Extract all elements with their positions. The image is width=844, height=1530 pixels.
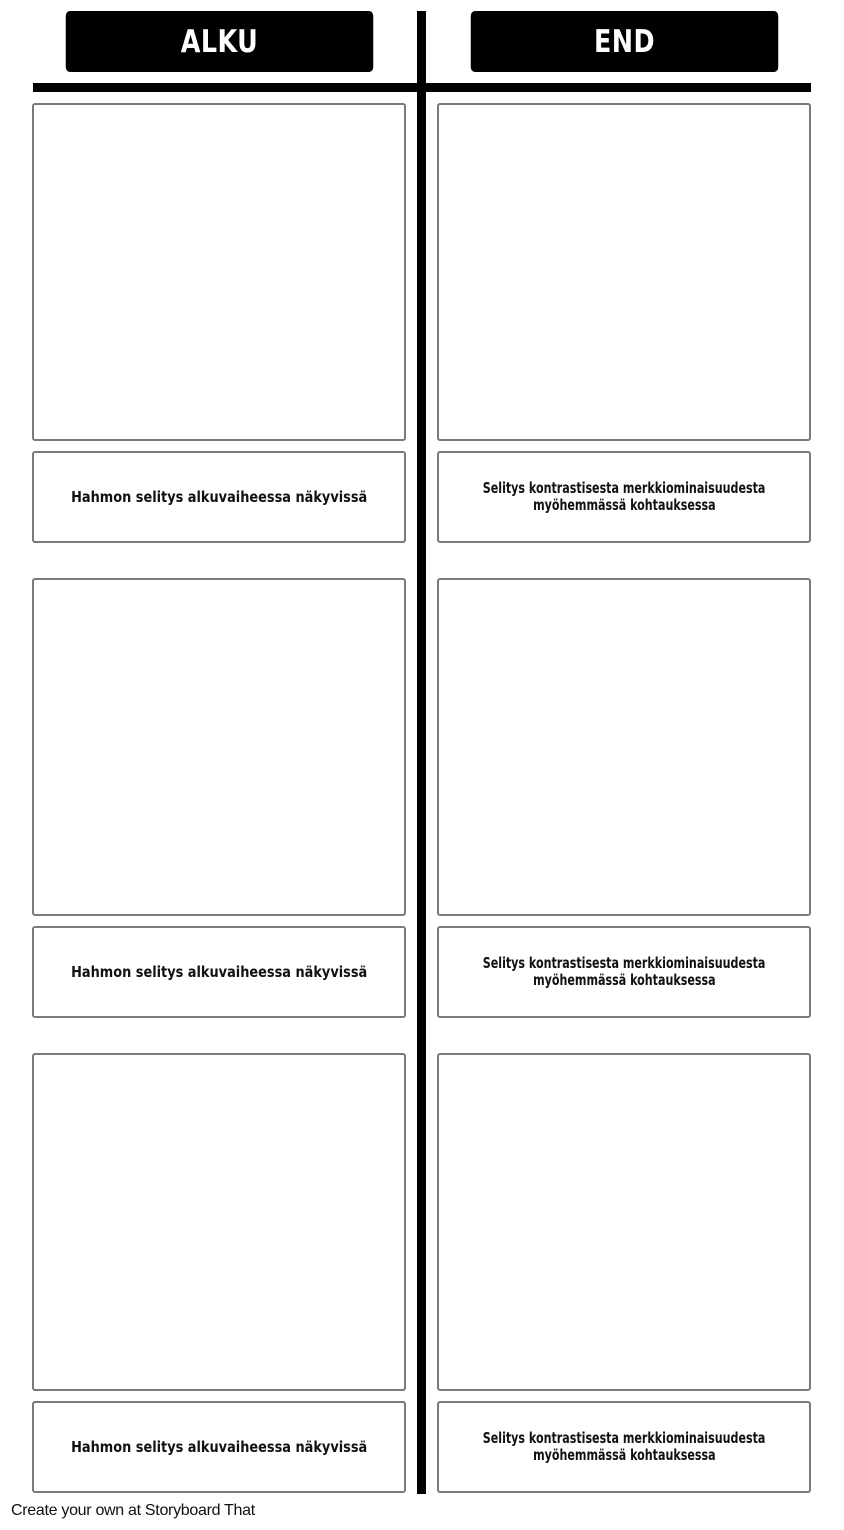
description-text: Hahmon selitys alkuvaiheessa näkyvissä xyxy=(70,962,368,981)
column-header-end xyxy=(471,11,779,72)
description-box-start-3[interactable] xyxy=(32,1401,406,1493)
description-text-block xyxy=(460,480,789,514)
description-box-end-1[interactable] xyxy=(437,451,811,543)
column-header-start xyxy=(66,11,374,72)
column-header-start-label: ALKU xyxy=(180,23,259,60)
description-box-end-2[interactable] xyxy=(437,926,811,1018)
description-text-line: Selitys kontrastisesta merkkiominaisuudesta xyxy=(482,1429,766,1447)
vertical-divider xyxy=(417,11,426,1494)
description-text-block xyxy=(460,955,789,989)
description-text-line: Selitys kontrastisesta merkkiominaisuudesta xyxy=(482,954,766,972)
footer-credit[interactable] xyxy=(11,1502,255,1520)
column-header-end-label: END xyxy=(594,23,655,60)
description-text-block xyxy=(460,1430,789,1464)
storyboard-cell-start-3[interactable] xyxy=(32,1053,406,1391)
storyboard-cell-end-1[interactable] xyxy=(437,103,811,441)
description-box-end-3[interactable] xyxy=(437,1401,811,1493)
description-box-start-1[interactable] xyxy=(32,451,406,543)
storyboard-cell-start-1[interactable] xyxy=(32,103,406,441)
description-text: Hahmon selitys alkuvaiheessa näkyvissä xyxy=(70,487,368,506)
description-text-line: myöhemmässä kohtauksessa xyxy=(532,1446,716,1464)
storyboard-cell-start-2[interactable] xyxy=(32,578,406,916)
description-text-line: Selitys kontrastisesta merkkiominaisuudesta xyxy=(482,479,766,497)
description-box-start-2[interactable] xyxy=(32,926,406,1018)
storyboard-cell-end-2[interactable] xyxy=(437,578,811,916)
description-text-line: myöhemmässä kohtauksessa xyxy=(532,971,716,989)
footer-credit-text: Create your own at Storyboard That xyxy=(11,1502,255,1519)
storyboard-cell-end-3[interactable] xyxy=(437,1053,811,1391)
description-text-line: myöhemmässä kohtauksessa xyxy=(532,496,716,514)
description-text: Hahmon selitys alkuvaiheessa näkyvissä xyxy=(70,1437,368,1456)
